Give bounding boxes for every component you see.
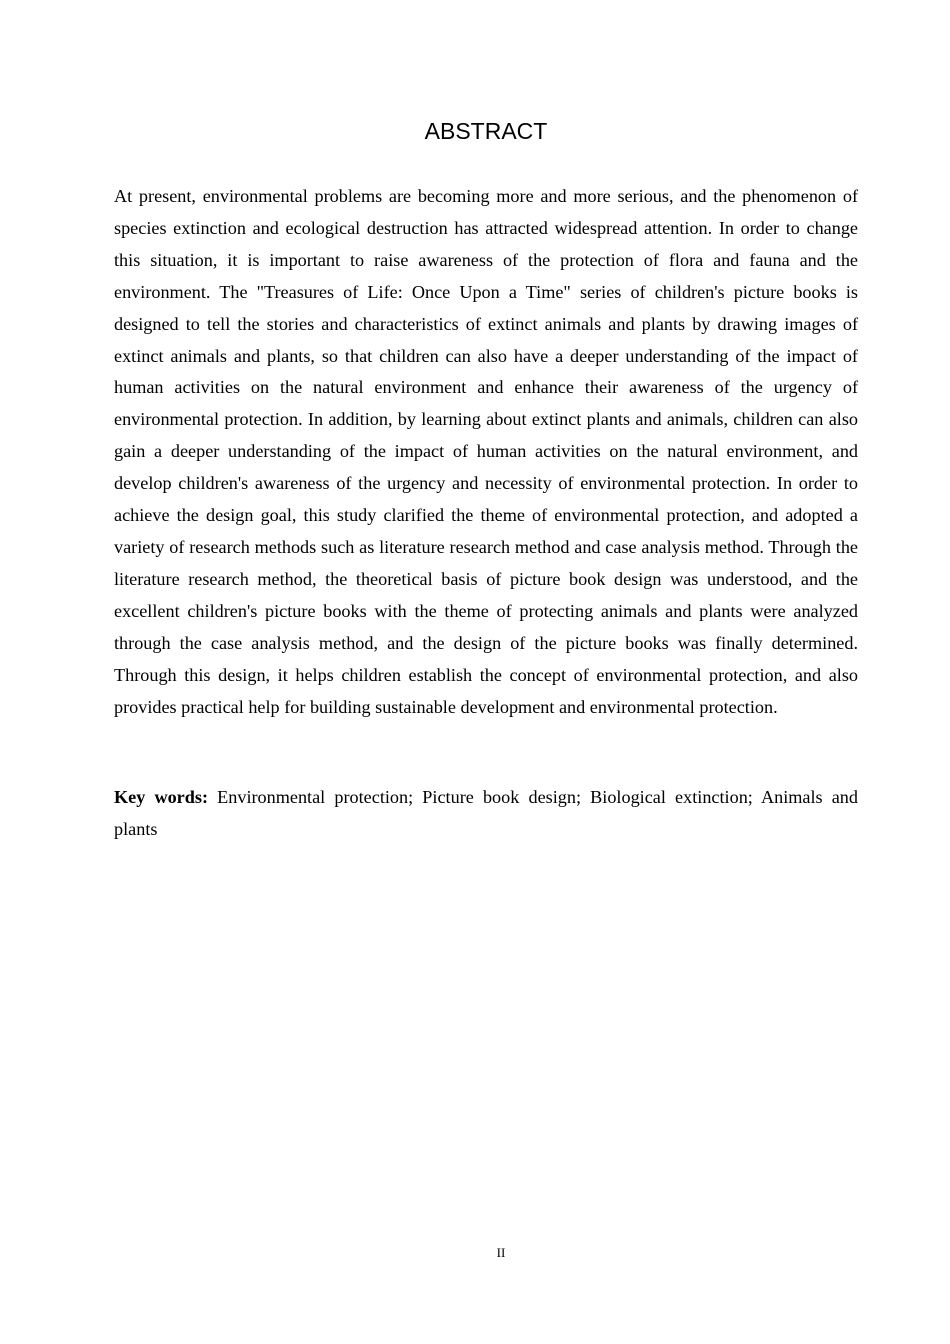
page-number: II xyxy=(496,1245,506,1260)
keywords-text: Environmental protection; Picture book design; Biological extinction; Animals and plants xyxy=(114,787,858,839)
abstract-title: ABSTRACT xyxy=(424,118,548,144)
keywords-label: Key words: xyxy=(114,787,209,807)
abstract-body: At present, environmental problems are becoming more and more serious, and the phenomenon of species extinction and ecological destruction has attracted widespread attention. In order to change this situation, it is important to raise awareness of the protection of flora and fauna and the environment. The "Treasures of Life: Once Upon a Time" series of children's picture books is designed to tell the stories and characteristics of extinct animals and plants by drawing images of extinct animals and plants, so that children can also have a deeper understanding of the impact of human activities on the natural environment and enhance their awareness of the urgency of environmental protection. In addition, by learning about extinct plants and animals, children can also gain a deeper understanding of the impact of human activities on the natural environment, and develop children's awareness of the urgency and necessity of environmental protection. In order to achieve the design goal, this study clarified the theme of environmental protection, and adopted a variety of research methods such as literature research method and case analysis method. Through the literature research method, the theoretical basis of picture book design was understood, and the excellent children's picture books with the theme of protecting animals and plants were analyzed through the case analysis method, and the design of the picture books was finally determined. Through this design, it helps children establish the concept of environmental protection, and also provides practical help for building sustainable development and environmental protection. xyxy=(114,186,858,717)
keywords-paragraph xyxy=(114,782,858,846)
